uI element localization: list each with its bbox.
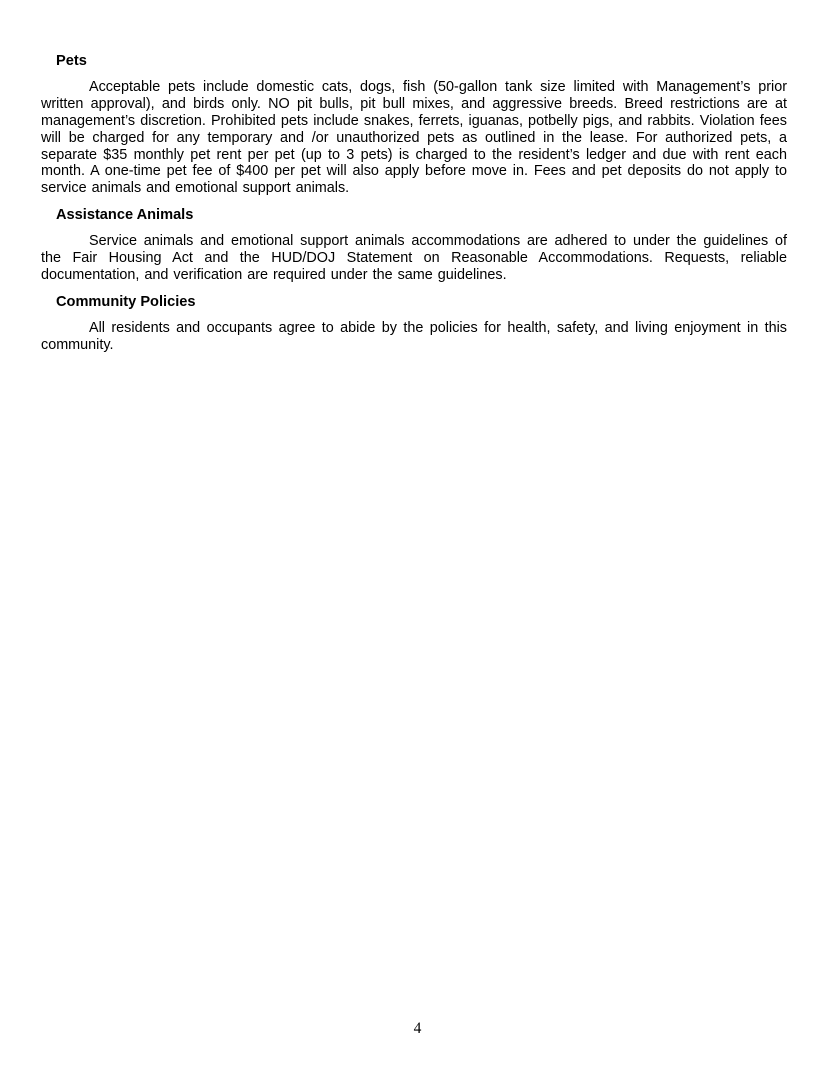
page-number: 4: [413, 1020, 422, 1037]
section-community-policies: [41, 294, 787, 354]
document-content: [0, 0, 835, 354]
section-heading-assistance-animals: Assistance Animals: [56, 207, 194, 224]
paragraph-pets: Acceptable pets include domestic cats, dogs, fish (50-gallon tank size limited with Management’s prior written approval), and birds only. NO pit bulls, pit bull mixes, and aggressive breeds. Breed restrictions are at management’s discretion. Prohibited pets include snakes, ferrets, iguanas, potbelly pigs, and rabbits. Violation fees will be charged for any temporary and /or unauthorized pets as outlined in the lease. For authorized pets, a separate $35 monthly pet rent per pet (up to 3 pets) is charged to the resident’s ledger and due with rent each month. A one-time pet fee of $400 per pet will also apply before move in. Fees and pet deposits do not apply to service animals and emotional support animals.: [41, 78, 787, 197]
section-assistance-animals: [41, 207, 787, 284]
paragraph-assistance-animals: Service animals and emotional support animals accommodations are adhered to under the guidelines of the Fair Housing Act and the HUD/DOJ Statement on Reasonable Accommodations. Requests, reliable documentation, and verification are required under the same guidelines.: [41, 233, 787, 283]
section-heading-community-policies: Community Policies: [56, 293, 196, 310]
paragraph-community-policies: All residents and occupants agree to abide by the policies for health, safety, and living enjoyment in this community.: [41, 319, 787, 353]
section-pets: [41, 53, 787, 197]
section-heading-pets: Pets: [56, 53, 87, 69]
